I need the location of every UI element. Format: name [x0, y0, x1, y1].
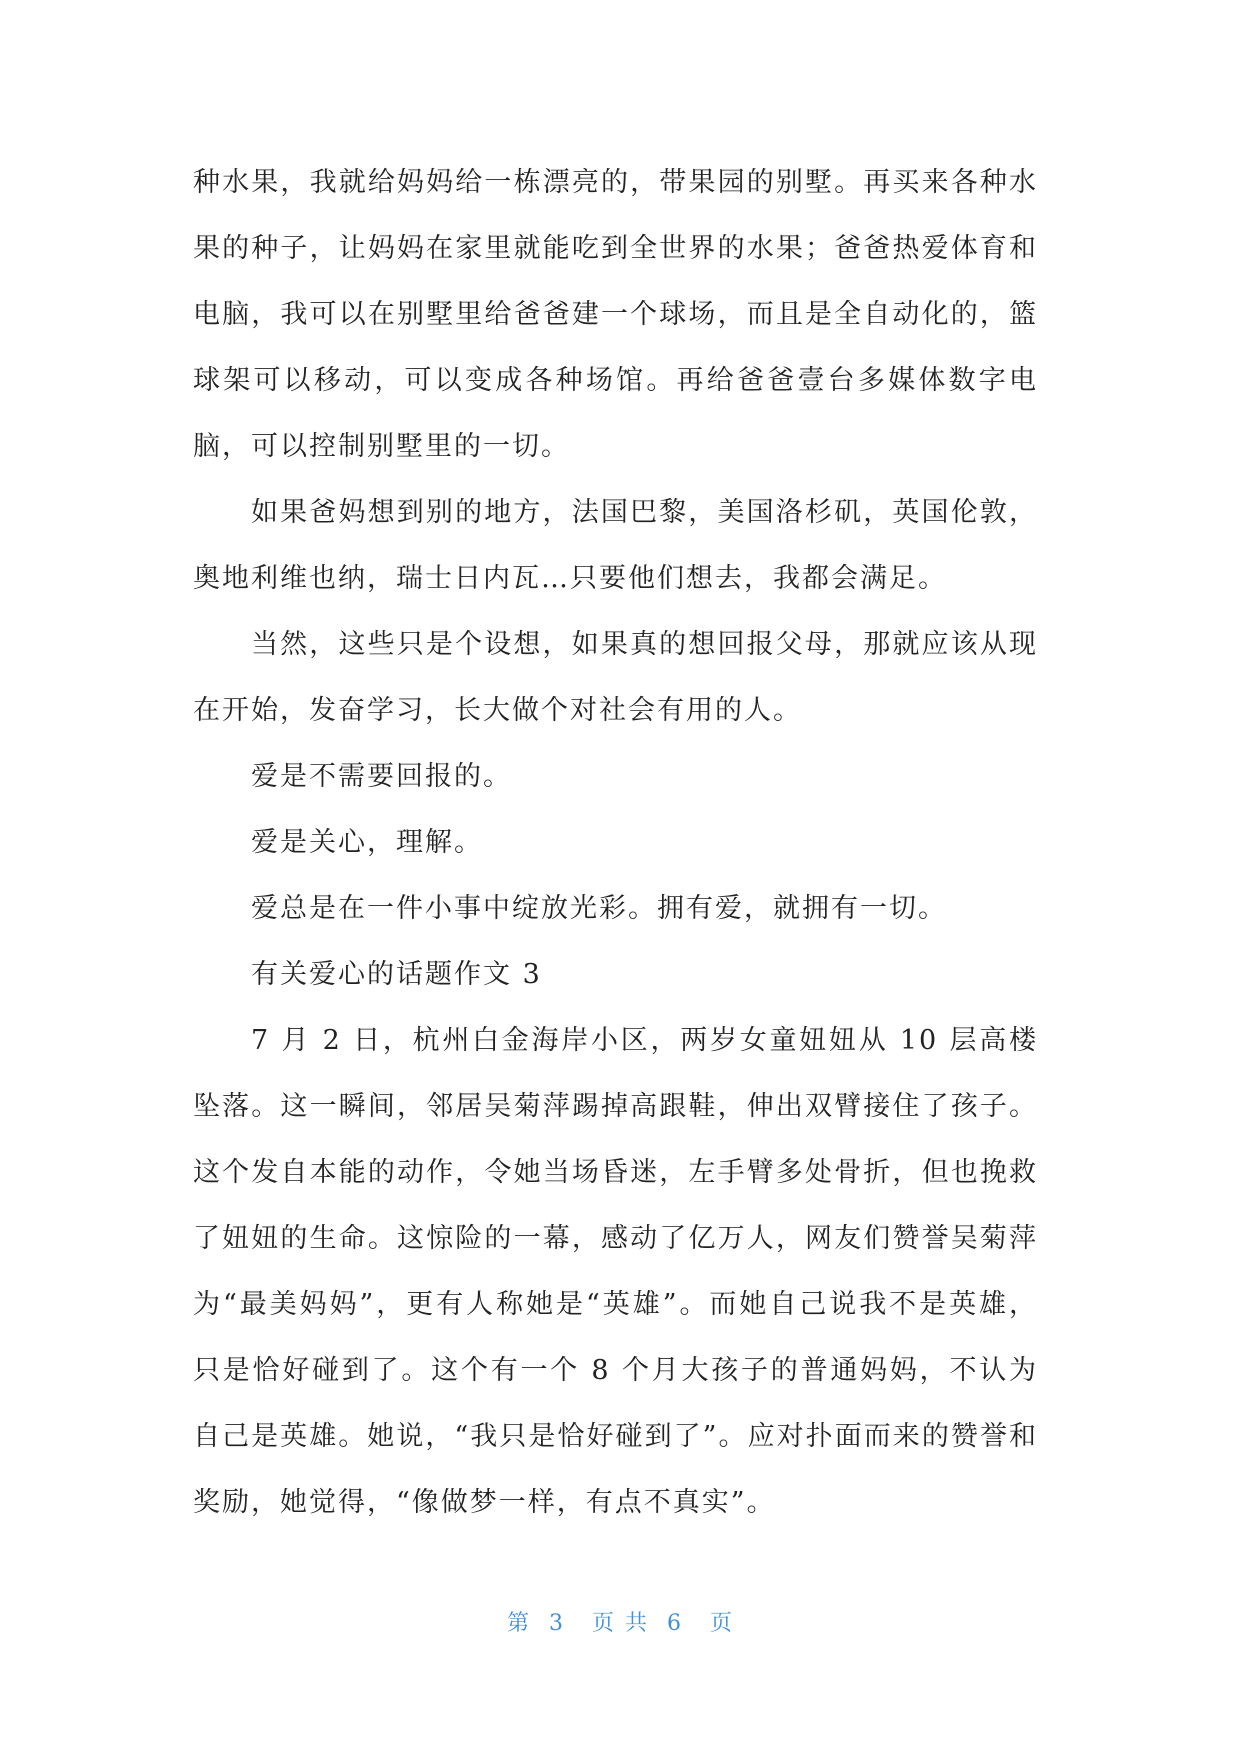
document-body: [193, 150, 1038, 1536]
paragraph: 爱是关心，理解。: [251, 827, 483, 858]
section-heading: 有关爱心的话题作文 3: [251, 959, 542, 990]
paragraph: 爱总是在一件小事中绽放光彩。拥有爱，就拥有一切。: [251, 893, 947, 924]
paragraph: 7 月 2 日，杭州白金海岸小区，两岁女童妞妞从 10 层高楼坠落。这一瞬间，邻居吴菊萍踢掉高跟鞋，伸出双臂接住了孩子。这个发自本能的动作，令她当场昏迷，左手臂多处骨折，但也挽救了妞妞的生命。这惊险的一幕，感动了亿万人，网友们赞誉吴菊萍为“最美妈妈”，更有人称她是“英雄”。而她自己说我不是英雄，只是恰好碰到了。这个有一个 8 个月大孩子的普通妈妈，不认为自己是英雄。她说，“我只是恰好碰到了”。应对扑面而来的赞誉和奖励，她觉得，“像做梦一样，有点不真实”。: [193, 1025, 1038, 1518]
paragraph: 当然，这些只是个设想，如果真的想回报父母，那就应该从现在开始，发奋学习，长大做个对社会有用的人。: [193, 629, 1038, 726]
page-number-footer: [0, 1606, 1241, 1637]
page-number-text: 第 3 页 共 6 页: [507, 1611, 734, 1636]
paragraph: 爱是不需要回报的。: [251, 761, 512, 792]
paragraph: 如果爸妈想到别的地方，法国巴黎，美国洛杉矶，英国伦敦，奥地利维也纳，瑞士日内瓦…只要他们想去，我都会满足。: [193, 497, 1038, 594]
paragraph: 种水果，我就给妈妈给一栋漂亮的，带果园的别墅。再买来各种水果的种子，让妈妈在家里就能吃到全世界的水果；爸爸热爱体育和电脑，我可以在别墅里给爸爸建一个球场，而且是全自动化的，篮球架可以移动，可以变成各种场馆。再给爸爸壹台多媒体数字电脑，可以控制别墅里的一切。: [193, 167, 1038, 462]
